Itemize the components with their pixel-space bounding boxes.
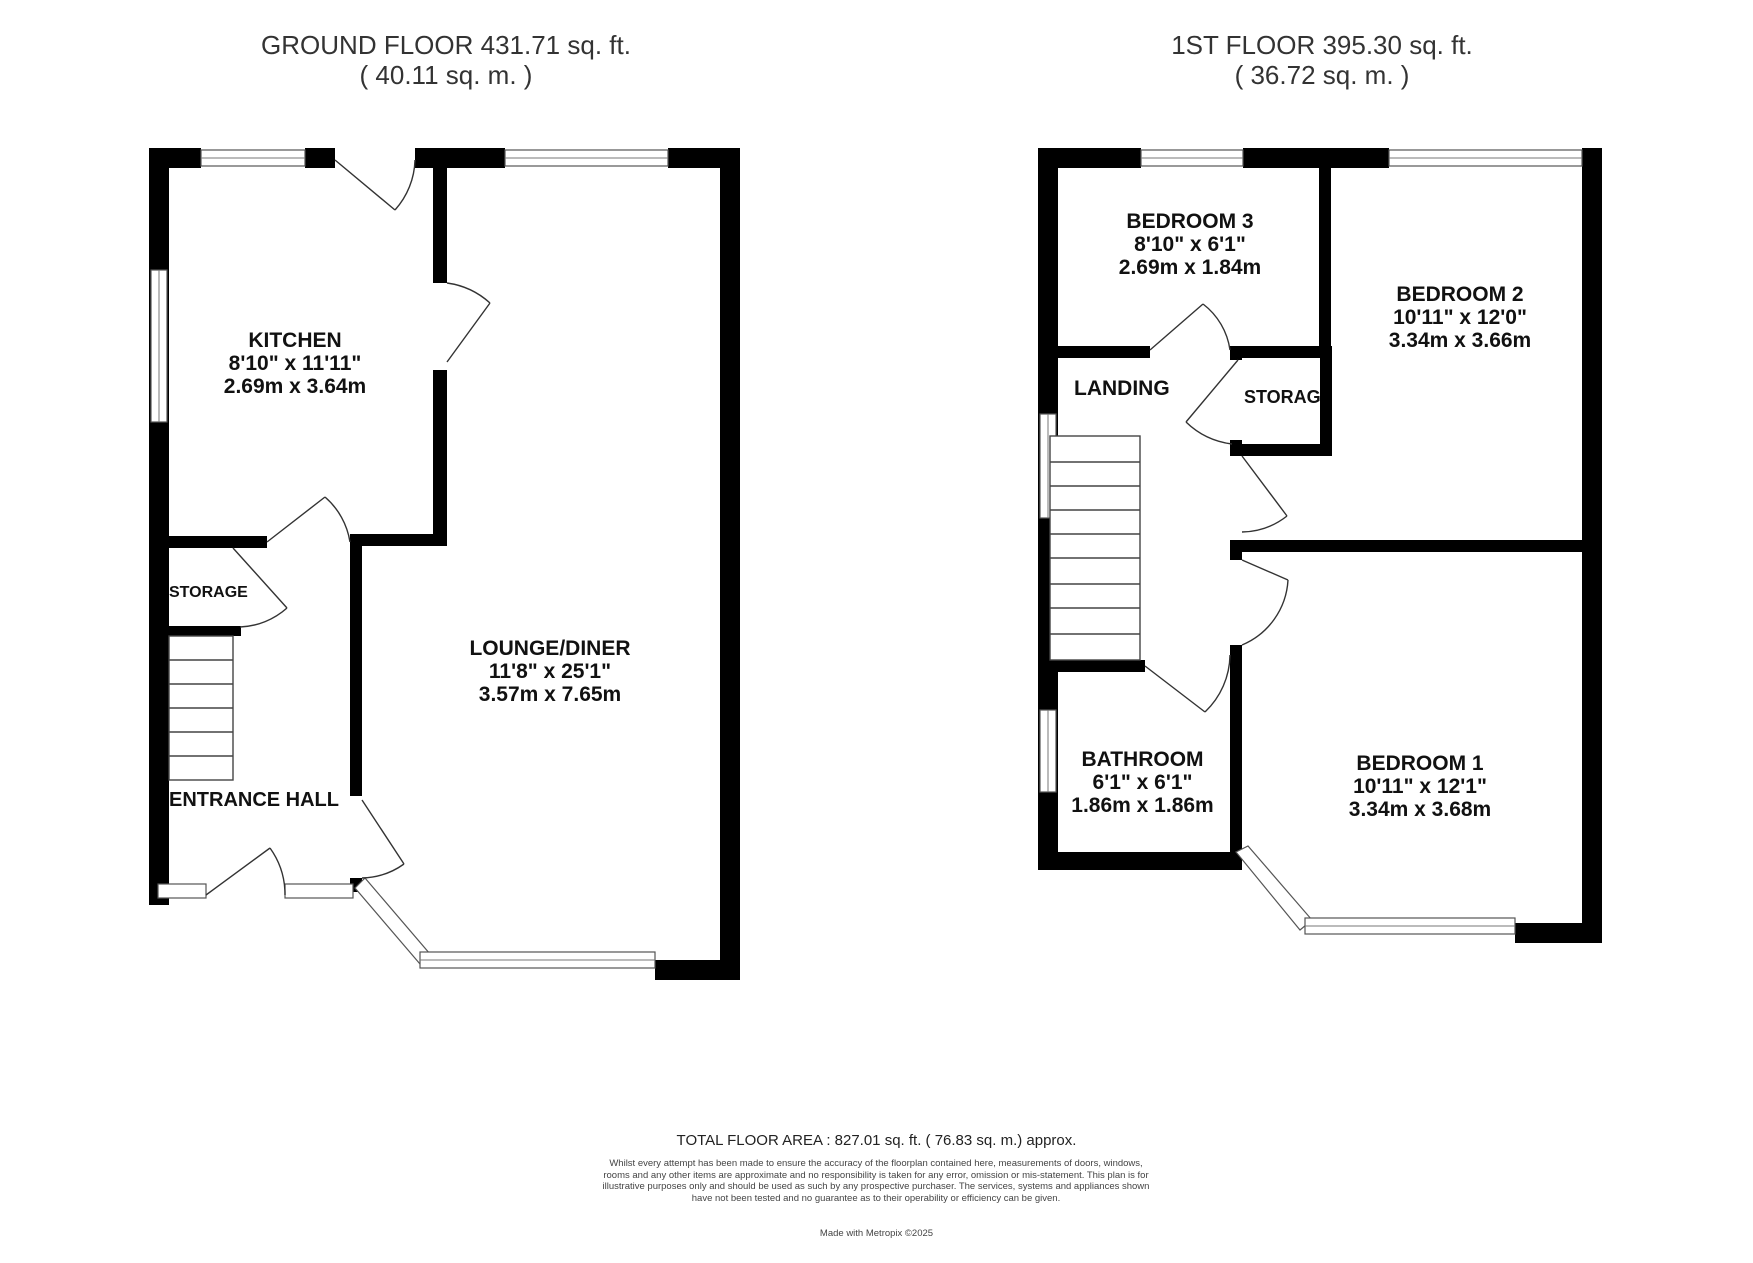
gf-wall-storage-bottom bbox=[169, 626, 241, 636]
gf-wall-top-2 bbox=[305, 148, 335, 168]
ground-floor-plan bbox=[149, 148, 740, 980]
bedroom1-imperial: 10'11" x 12'1" bbox=[1353, 775, 1487, 798]
gf-door-kitchen-back bbox=[335, 160, 415, 210]
bathroom-name: BATHROOM bbox=[1081, 748, 1204, 771]
gf-wall-left bbox=[149, 148, 169, 905]
ff-window-bed2 bbox=[1389, 150, 1582, 166]
room-entrance-hall bbox=[169, 789, 339, 812]
ff-bay-window bbox=[1236, 846, 1515, 934]
gf-window-kitchen-side bbox=[151, 270, 167, 422]
room-bedroom-2 bbox=[1355, 283, 1565, 352]
bedroom2-imperial: 10'11" x 12'0" bbox=[1393, 306, 1527, 329]
ff-wall-bottom-left bbox=[1038, 852, 1236, 870]
gf-bay-window bbox=[355, 878, 655, 968]
gf-wall-kitchen-lounge-upper bbox=[433, 148, 447, 283]
gf-window-lounge-top bbox=[505, 150, 668, 166]
bedroom3-imperial: 8'10" x 6'1" bbox=[1134, 233, 1246, 256]
ff-wall-landing-right-lower bbox=[1230, 645, 1242, 870]
ff-wall-bathroom-top bbox=[1050, 660, 1145, 672]
ground-floor-area-metric: ( 40.11 sq. m. ) bbox=[359, 60, 533, 90]
kitchen-metric: 2.69m x 3.64m bbox=[223, 375, 367, 398]
ff-wall-top-1 bbox=[1038, 148, 1141, 168]
gf-wall-right bbox=[720, 148, 740, 980]
entrance-hall-name: ENTRANCE HALL bbox=[169, 789, 339, 811]
ff-wall-bed3-bottom-right bbox=[1230, 346, 1330, 358]
ff-wall-storage-left-low bbox=[1230, 440, 1242, 456]
bedroom1-name: BEDROOM 1 bbox=[1356, 752, 1484, 775]
gf-door-front bbox=[206, 848, 285, 895]
bedroom2-name: BEDROOM 2 bbox=[1396, 283, 1524, 306]
room-kitchen bbox=[205, 329, 385, 398]
lounge-metric: 3.57m x 7.65m bbox=[478, 683, 622, 706]
bedroom2-metric: 3.34m x 3.66m bbox=[1388, 329, 1532, 352]
ff-wall-storage-left bbox=[1230, 346, 1242, 360]
gf-wall-top-1 bbox=[149, 148, 201, 168]
gf-door-kitchen-lounge bbox=[447, 283, 490, 362]
first-floor-area-metric: ( 36.72 sq. m. ) bbox=[1234, 60, 1410, 90]
gf-wall-step bbox=[350, 534, 447, 546]
room-bedroom-3 bbox=[1085, 210, 1295, 279]
gf-window-kitchen-top bbox=[201, 150, 305, 166]
lounge-name: LOUNGE/DINER bbox=[469, 637, 631, 660]
gf-window-hall-front bbox=[158, 884, 353, 898]
landing-name: LANDING bbox=[1074, 377, 1170, 400]
ff-wall-bed3-bed2 bbox=[1319, 148, 1331, 351]
ff-wall-storage-bottom bbox=[1232, 444, 1332, 456]
bathroom-imperial: 6'1" x 6'1" bbox=[1092, 771, 1193, 794]
ground-floor-area: GROUND FLOOR 431.71 sq. ft. bbox=[261, 30, 631, 60]
bedroom1-metric: 3.34m x 3.68m bbox=[1348, 798, 1492, 821]
storage-first-name: STORAG bbox=[1244, 387, 1321, 407]
gf-wall-bottom bbox=[655, 960, 740, 980]
ff-door-storage bbox=[1186, 360, 1238, 444]
bedroom3-name: BEDROOM 3 bbox=[1126, 210, 1254, 233]
kitchen-imperial: 8'10" x 11'11" bbox=[228, 352, 362, 375]
ff-door-bed3 bbox=[1150, 304, 1230, 350]
gf-staircase bbox=[169, 636, 233, 780]
kitchen-name: KITCHEN bbox=[248, 329, 342, 352]
bathroom-metric: 1.86m x 1.86m bbox=[1071, 794, 1214, 817]
room-lounge-diner bbox=[440, 637, 660, 706]
ff-window-bed3 bbox=[1141, 150, 1243, 166]
gf-wall-kitchen-lounge-lower bbox=[433, 370, 447, 542]
gf-door-kitchen-hall bbox=[267, 497, 350, 542]
first-floor-area: 1ST FLOOR 395.30 sq. ft. bbox=[1171, 30, 1473, 60]
credit-text: Made with Metropix ©2025 bbox=[819, 1228, 934, 1239]
gf-wall-hall-lounge bbox=[350, 534, 362, 796]
ff-window-bathroom bbox=[1040, 710, 1056, 792]
total-floor-area: TOTAL FLOOR AREA : 827.01 sq. ft. ( 76.83 sq. m.) approx. bbox=[676, 1132, 1077, 1149]
ff-wall-bed2-bed1 bbox=[1240, 540, 1602, 552]
disclaimer-text: Whilst every attempt has been made to ensure the accuracy of the floorplan contained here, measurements of doors, windows, rooms and any other items are approximate and no responsibility is taken for any error, omission or mis-statement. This plan is for illustrative purposes only and should be used as such by any prospective purchaser. The services, systems and appliances shown have not been tested and no guarantee as to their operability or efficiency can be given. bbox=[602, 1158, 1150, 1204]
ff-wall-bottom-right bbox=[1515, 923, 1602, 943]
ff-wall-top-2 bbox=[1243, 148, 1389, 168]
room-landing bbox=[1074, 377, 1170, 400]
ff-wall-storage-right bbox=[1320, 346, 1332, 456]
room-bedroom-1 bbox=[1315, 752, 1525, 821]
gf-wall-top-3 bbox=[415, 148, 505, 168]
lounge-imperial: 11'8" x 25'1" bbox=[488, 660, 612, 683]
room-bathroom bbox=[1060, 748, 1225, 817]
ff-door-bathroom bbox=[1145, 655, 1230, 712]
gf-wall-kitchen-bottom bbox=[149, 536, 267, 548]
ff-door-bed2 bbox=[1242, 456, 1287, 532]
ff-door-bed1 bbox=[1242, 560, 1288, 645]
ff-wall-landing-right-upper bbox=[1230, 540, 1242, 560]
gf-door-hall-lounge bbox=[362, 800, 404, 878]
ff-wall-bed3-bottom-left bbox=[1038, 346, 1150, 358]
room-storage-first bbox=[1244, 386, 1321, 409]
bedroom3-metric: 2.69m x 1.84m bbox=[1118, 256, 1262, 279]
room-storage-ground bbox=[169, 581, 248, 604]
ff-staircase bbox=[1050, 436, 1140, 660]
storage-ground-name: STORAGE bbox=[169, 584, 248, 601]
